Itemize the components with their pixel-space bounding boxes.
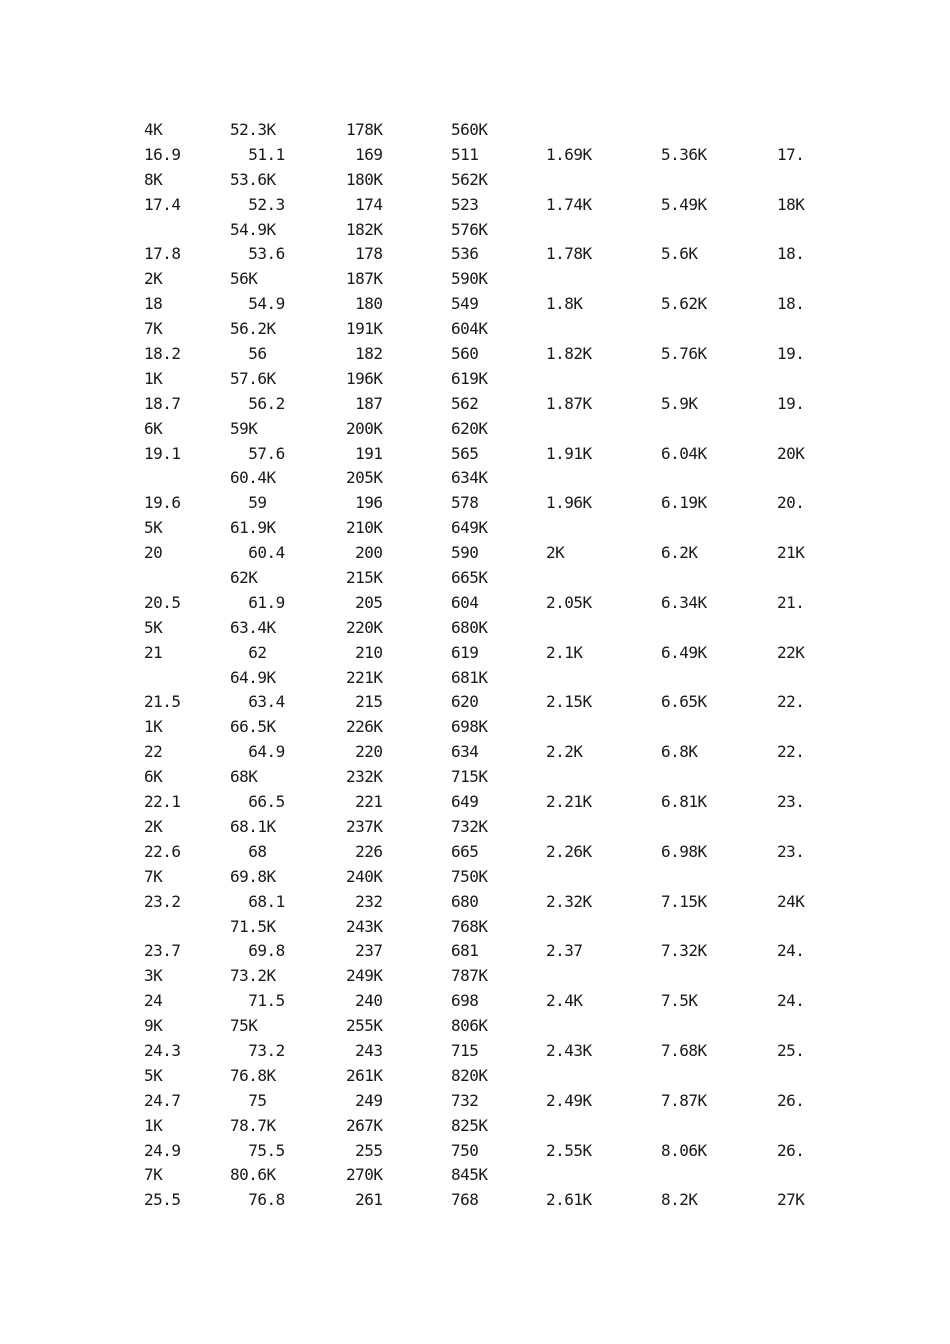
value-cell: 6.2K <box>661 543 698 563</box>
text-line <box>0 516 950 541</box>
value-cell: 17.4 <box>144 194 181 214</box>
text-line <box>0 417 950 442</box>
text-line <box>0 267 950 292</box>
value-cell: 6.34K <box>661 592 707 612</box>
value-cell: 649K <box>451 518 488 538</box>
text-line <box>0 317 950 342</box>
value-cell: 5.62K <box>661 294 707 314</box>
value-cell: 21K <box>777 543 805 563</box>
value-cell: 25. <box>777 1040 805 1060</box>
value-cell: 634 <box>451 742 479 762</box>
text-line <box>0 666 950 691</box>
value-cell: 68 <box>230 841 267 861</box>
value-cell: 619K <box>451 368 488 388</box>
value-cell: 22K <box>777 642 805 662</box>
text-line <box>0 342 950 367</box>
value-cell: 4K <box>144 120 163 139</box>
value-cell: 1K <box>144 717 163 737</box>
text-line <box>0 939 950 964</box>
value-cell: 5.49K <box>661 194 707 214</box>
value-cell: 6.04K <box>661 443 707 463</box>
value-cell: 63.4K <box>230 617 276 637</box>
value-cell: 270K <box>346 1165 383 1185</box>
value-cell: 8.2K <box>661 1190 698 1210</box>
value-cell: 523 <box>451 194 479 214</box>
value-cell: 255K <box>346 1016 383 1036</box>
value-cell: 57.6K <box>230 368 276 388</box>
text-line <box>0 242 950 267</box>
value-cell: 68.1K <box>230 816 276 836</box>
value-cell: 261 <box>346 1190 383 1210</box>
value-cell: 59K <box>230 418 258 438</box>
value-cell: 73.2 <box>230 1040 285 1060</box>
text-line <box>0 1114 950 1139</box>
value-cell: 23.2 <box>144 891 181 911</box>
value-cell: 6.19K <box>661 493 707 513</box>
value-cell: 7.32K <box>661 941 707 961</box>
value-cell: 24. <box>777 941 805 961</box>
text-line <box>0 466 950 491</box>
value-cell: 215 <box>346 692 383 712</box>
value-cell: 2K <box>144 816 163 836</box>
value-cell: 1.82K <box>546 344 592 364</box>
value-cell: 75 <box>230 1090 267 1110</box>
value-cell: 1.87K <box>546 393 592 413</box>
text-line <box>0 591 950 616</box>
value-cell: 54.9 <box>230 294 285 314</box>
value-cell: 267K <box>346 1115 383 1135</box>
text-line <box>0 566 950 591</box>
text-line <box>0 616 950 641</box>
value-cell: 732K <box>451 816 488 836</box>
value-cell: 205K <box>346 468 383 488</box>
value-cell: 187 <box>346 393 383 413</box>
value-cell: 24. <box>777 991 805 1011</box>
value-cell: 1K <box>144 368 163 388</box>
value-cell: 52.3K <box>230 120 276 139</box>
value-cell: 2.49K <box>546 1090 592 1110</box>
text-line <box>0 491 950 516</box>
value-cell: 54.9K <box>230 219 276 239</box>
value-cell: 221K <box>346 667 383 687</box>
value-cell: 63.4 <box>230 692 285 712</box>
value-cell: 6.81K <box>661 792 707 812</box>
text-line <box>0 1163 950 1188</box>
value-cell: 6.65K <box>661 692 707 712</box>
value-cell: 6.8K <box>661 742 698 762</box>
value-cell: 69.8 <box>230 941 285 961</box>
value-cell: 226K <box>346 717 383 737</box>
value-cell: 715K <box>451 767 488 787</box>
value-cell: 53.6 <box>230 244 285 264</box>
value-cell: 1.91K <box>546 443 592 463</box>
value-cell: 6K <box>144 418 163 438</box>
value-cell: 7.68K <box>661 1040 707 1060</box>
value-cell: 182 <box>346 344 383 364</box>
text-line <box>0 815 950 840</box>
value-cell: 6K <box>144 767 163 787</box>
value-cell: 182K <box>346 219 383 239</box>
value-cell: 2.05K <box>546 592 592 612</box>
value-cell: 27K <box>777 1190 805 1210</box>
value-cell: 1K <box>144 1115 163 1135</box>
resistor-value-list <box>0 118 950 1213</box>
value-cell: 665 <box>451 841 479 861</box>
value-cell: 7.87K <box>661 1090 707 1110</box>
value-cell: 2.26K <box>546 841 592 861</box>
value-cell: 665K <box>451 568 488 588</box>
value-cell: 180 <box>346 294 383 314</box>
value-cell: 549 <box>451 294 479 314</box>
value-cell: 57.6 <box>230 443 285 463</box>
value-cell: 2.1K <box>546 642 583 662</box>
text-line <box>0 392 950 417</box>
value-cell: 5.76K <box>661 344 707 364</box>
value-cell: 590K <box>451 269 488 289</box>
value-cell: 680K <box>451 617 488 637</box>
value-cell: 200K <box>346 418 383 438</box>
value-cell: 1.78K <box>546 244 592 264</box>
value-cell: 261K <box>346 1065 383 1085</box>
text-line <box>0 1014 950 1039</box>
text-line <box>0 865 950 890</box>
text-line <box>0 790 950 815</box>
value-cell: 3K <box>144 966 163 986</box>
value-cell: 18K <box>777 194 805 214</box>
value-cell: 2.37 <box>546 941 583 961</box>
text-line <box>0 840 950 865</box>
value-cell: 56.2K <box>230 319 276 339</box>
value-cell: 2K <box>144 269 163 289</box>
value-cell: 24 <box>144 991 163 1011</box>
value-cell: 6.49K <box>661 642 707 662</box>
value-cell: 715 <box>451 1040 479 1060</box>
value-cell: 66.5K <box>230 717 276 737</box>
value-cell: 787K <box>451 966 488 986</box>
value-cell: 68K <box>230 767 258 787</box>
text-line <box>0 1188 950 1213</box>
value-cell: 5K <box>144 1065 163 1085</box>
value-cell: 562 <box>451 393 479 413</box>
text-line <box>0 715 950 740</box>
value-cell: 18.2 <box>144 344 181 364</box>
value-cell: 2K <box>546 543 565 563</box>
value-cell: 7K <box>144 319 163 339</box>
value-cell: 180K <box>346 169 383 189</box>
value-cell: 24.9 <box>144 1140 181 1160</box>
value-cell: 237K <box>346 816 383 836</box>
value-cell: 52.3 <box>230 194 285 214</box>
value-cell: 255 <box>346 1140 383 1160</box>
value-cell: 243 <box>346 1040 383 1060</box>
value-cell: 73.2K <box>230 966 276 986</box>
value-cell: 2.61K <box>546 1190 592 1210</box>
value-cell: 590 <box>451 543 479 563</box>
value-cell: 19.6 <box>144 493 181 513</box>
value-cell: 26. <box>777 1140 805 1160</box>
value-cell: 75.5 <box>230 1140 285 1160</box>
value-cell: 76.8K <box>230 1065 276 1085</box>
value-cell: 2.4K <box>546 991 583 1011</box>
value-cell: 7K <box>144 866 163 886</box>
value-cell: 24K <box>777 891 805 911</box>
text-line <box>0 1089 950 1114</box>
value-cell: 7K <box>144 1165 163 1185</box>
value-cell: 17.8 <box>144 244 181 264</box>
text-line <box>0 765 950 790</box>
value-cell: 191K <box>346 319 383 339</box>
value-cell: 23. <box>777 841 805 861</box>
value-cell: 2.55K <box>546 1140 592 1160</box>
value-cell: 1.74K <box>546 194 592 214</box>
value-cell: 64.9K <box>230 667 276 687</box>
value-cell: 680 <box>451 891 479 911</box>
value-cell: 18 <box>144 294 163 314</box>
value-cell: 2.43K <box>546 1040 592 1060</box>
text-line <box>0 118 950 143</box>
value-cell: 565 <box>451 443 479 463</box>
value-cell: 249K <box>346 966 383 986</box>
value-cell: 2.15K <box>546 692 592 712</box>
value-cell: 576K <box>451 219 488 239</box>
value-cell: 750K <box>451 866 488 886</box>
value-cell: 619 <box>451 642 479 662</box>
text-line <box>0 442 950 467</box>
value-cell: 825K <box>451 1115 488 1135</box>
text-line <box>0 1064 950 1089</box>
value-cell: 210K <box>346 518 383 538</box>
value-cell: 8.06K <box>661 1140 707 1160</box>
value-cell: 5K <box>144 617 163 637</box>
value-cell: 6.98K <box>661 841 707 861</box>
value-cell: 5.36K <box>661 144 707 164</box>
value-cell: 205 <box>346 592 383 612</box>
value-cell: 196 <box>346 493 383 513</box>
value-cell: 604K <box>451 319 488 339</box>
value-cell: 768 <box>451 1190 479 1210</box>
value-cell: 9K <box>144 1016 163 1036</box>
value-cell: 56 <box>230 344 267 364</box>
value-cell: 220K <box>346 617 383 637</box>
value-cell: 60.4 <box>230 543 285 563</box>
value-cell: 169 <box>346 144 383 164</box>
value-cell: 649 <box>451 792 479 812</box>
value-cell: 7.15K <box>661 891 707 911</box>
value-cell: 698K <box>451 717 488 737</box>
value-cell: 536 <box>451 244 479 264</box>
value-cell: 22. <box>777 692 805 712</box>
value-cell: 196K <box>346 368 383 388</box>
value-cell: 64.9 <box>230 742 285 762</box>
value-cell: 240K <box>346 866 383 886</box>
value-cell: 71.5K <box>230 916 276 936</box>
value-cell: 578 <box>451 493 479 513</box>
value-cell: 2.2K <box>546 742 583 762</box>
value-cell: 178K <box>346 120 383 139</box>
value-cell: 8K <box>144 169 163 189</box>
value-cell: 62K <box>230 568 258 588</box>
value-cell: 18.7 <box>144 393 181 413</box>
value-cell: 226 <box>346 841 383 861</box>
value-cell: 22 <box>144 742 163 762</box>
text-line <box>0 964 950 989</box>
value-cell: 221 <box>346 792 383 812</box>
value-cell: 22.6 <box>144 841 181 861</box>
value-cell: 1.8K <box>546 294 583 314</box>
value-cell: 732 <box>451 1090 479 1110</box>
value-cell: 61.9 <box>230 592 285 612</box>
text-line <box>0 890 950 915</box>
value-cell: 562K <box>451 169 488 189</box>
text-line <box>0 541 950 566</box>
value-cell: 24.3 <box>144 1040 181 1060</box>
value-cell: 22.1 <box>144 792 181 812</box>
value-cell: 68.1 <box>230 891 285 911</box>
value-cell: 215K <box>346 568 383 588</box>
value-cell: 681 <box>451 941 479 961</box>
value-cell: 560 <box>451 344 479 364</box>
value-cell: 17. <box>777 144 805 164</box>
value-cell: 20K <box>777 443 805 463</box>
value-cell: 560K <box>451 120 488 139</box>
value-cell: 24.7 <box>144 1090 181 1110</box>
text-line <box>0 1139 950 1164</box>
text-line <box>0 989 950 1014</box>
value-cell: 820K <box>451 1065 488 1085</box>
value-cell: 60.4K <box>230 468 276 488</box>
value-cell: 22. <box>777 742 805 762</box>
value-cell: 53.6K <box>230 169 276 189</box>
value-cell: 78.7K <box>230 1115 276 1135</box>
value-cell: 220 <box>346 742 383 762</box>
text-line <box>0 193 950 218</box>
text-line <box>0 915 950 940</box>
value-cell: 71.5 <box>230 991 285 1011</box>
value-cell: 2.32K <box>546 891 592 911</box>
text-line <box>0 690 950 715</box>
value-cell: 1.96K <box>546 493 592 513</box>
value-cell: 21. <box>777 592 805 612</box>
value-cell: 51.1 <box>230 144 285 164</box>
value-cell: 249 <box>346 1090 383 1110</box>
value-cell: 66.5 <box>230 792 285 812</box>
value-cell: 604 <box>451 592 479 612</box>
value-cell: 16.9 <box>144 144 181 164</box>
value-cell: 210 <box>346 642 383 662</box>
value-cell: 62 <box>230 642 267 662</box>
value-cell: 20.5 <box>144 592 181 612</box>
value-cell: 21.5 <box>144 692 181 712</box>
value-cell: 80.6K <box>230 1165 276 1185</box>
text-line <box>0 641 950 666</box>
value-cell: 187K <box>346 269 383 289</box>
value-cell: 18. <box>777 244 805 264</box>
value-cell: 681K <box>451 667 488 687</box>
value-cell: 5K <box>144 518 163 538</box>
text-line <box>0 367 950 392</box>
value-cell: 698 <box>451 991 479 1011</box>
value-cell: 200 <box>346 543 383 563</box>
value-cell: 768K <box>451 916 488 936</box>
value-cell: 19. <box>777 344 805 364</box>
value-cell: 232 <box>346 891 383 911</box>
value-cell: 750 <box>451 1140 479 1160</box>
value-cell: 2.21K <box>546 792 592 812</box>
text-line <box>0 292 950 317</box>
value-cell: 232K <box>346 767 383 787</box>
value-cell: 56K <box>230 269 258 289</box>
value-cell: 634K <box>451 468 488 488</box>
value-cell: 178 <box>346 244 383 264</box>
text-line <box>0 740 950 765</box>
value-cell: 191 <box>346 443 383 463</box>
value-cell: 7.5K <box>661 991 698 1011</box>
value-cell: 20. <box>777 493 805 513</box>
value-cell: 21 <box>144 642 163 662</box>
text-line <box>0 143 950 168</box>
value-cell: 1.69K <box>546 144 592 164</box>
value-cell: 5.6K <box>661 244 698 264</box>
value-cell: 26. <box>777 1090 805 1110</box>
value-cell: 240 <box>346 991 383 1011</box>
text-line <box>0 168 950 193</box>
value-cell: 69.8K <box>230 866 276 886</box>
value-cell: 174 <box>346 194 383 214</box>
value-cell: 845K <box>451 1165 488 1185</box>
value-cell: 243K <box>346 916 383 936</box>
value-cell: 5.9K <box>661 393 698 413</box>
text-line <box>0 218 950 243</box>
value-cell: 511 <box>451 144 479 164</box>
value-cell: 23. <box>777 792 805 812</box>
value-cell: 25.5 <box>144 1190 181 1210</box>
value-cell: 59 <box>230 493 267 513</box>
value-cell: 76.8 <box>230 1190 285 1210</box>
value-cell: 23.7 <box>144 941 181 961</box>
value-cell: 806K <box>451 1016 488 1036</box>
text-line <box>0 1039 950 1064</box>
value-cell: 61.9K <box>230 518 276 538</box>
value-cell: 20 <box>144 543 163 563</box>
value-cell: 620K <box>451 418 488 438</box>
value-cell: 56.2 <box>230 393 285 413</box>
value-cell: 18. <box>777 294 805 314</box>
value-cell: 620 <box>451 692 479 712</box>
value-cell: 19. <box>777 393 805 413</box>
value-cell: 75K <box>230 1016 258 1036</box>
value-cell: 237 <box>346 941 383 961</box>
value-cell: 19.1 <box>144 443 181 463</box>
